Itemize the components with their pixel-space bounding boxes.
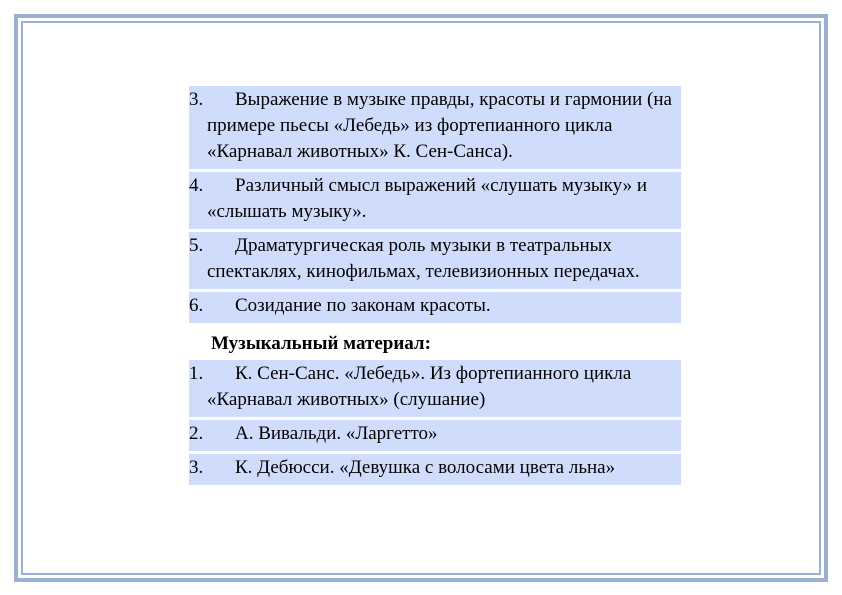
list-text: Созидание по законам красоты. xyxy=(235,295,491,316)
list-number: 3. xyxy=(189,457,204,478)
list-text: А. Вивальди. «Ларгетто» xyxy=(235,423,438,444)
list-number: 3. xyxy=(189,89,204,110)
list-text: Выражение в музыке правды, красоты и гармонии (на примере пьесы «Лебедь» из фортепианного цикла «Карнавал животных» К. Сен-Санса). xyxy=(207,89,672,162)
list-item xyxy=(189,454,681,485)
list-item xyxy=(189,292,681,323)
list-text: Драматургическая роль музыки в театральных спектаклях, кинофильмах, телевизионных передачах. xyxy=(207,235,640,282)
list-number: 6. xyxy=(189,295,204,316)
list-item xyxy=(189,172,681,229)
list-item xyxy=(189,86,681,169)
list-text: Различный смысл выражений «слушать музыку» и «слышать музыку». xyxy=(207,175,648,222)
list-item xyxy=(189,232,681,289)
slide-content xyxy=(189,86,681,488)
list-item xyxy=(189,420,681,451)
list-number: 2. xyxy=(189,423,204,444)
list-text: К. Дебюсси. «Девушка с волосами цвета льна» xyxy=(235,457,616,478)
list-number: 5. xyxy=(189,235,204,256)
list-text: К. Сен-Санс. «Лебедь». Из фортепианного цикла «Карнавал животных» (слушание) xyxy=(207,363,632,410)
list-number: 4. xyxy=(189,175,204,196)
list-item xyxy=(189,360,681,417)
list-number: 1. xyxy=(189,363,204,384)
heading-row xyxy=(189,326,681,357)
section-heading: Музыкальный материал: xyxy=(211,328,431,359)
